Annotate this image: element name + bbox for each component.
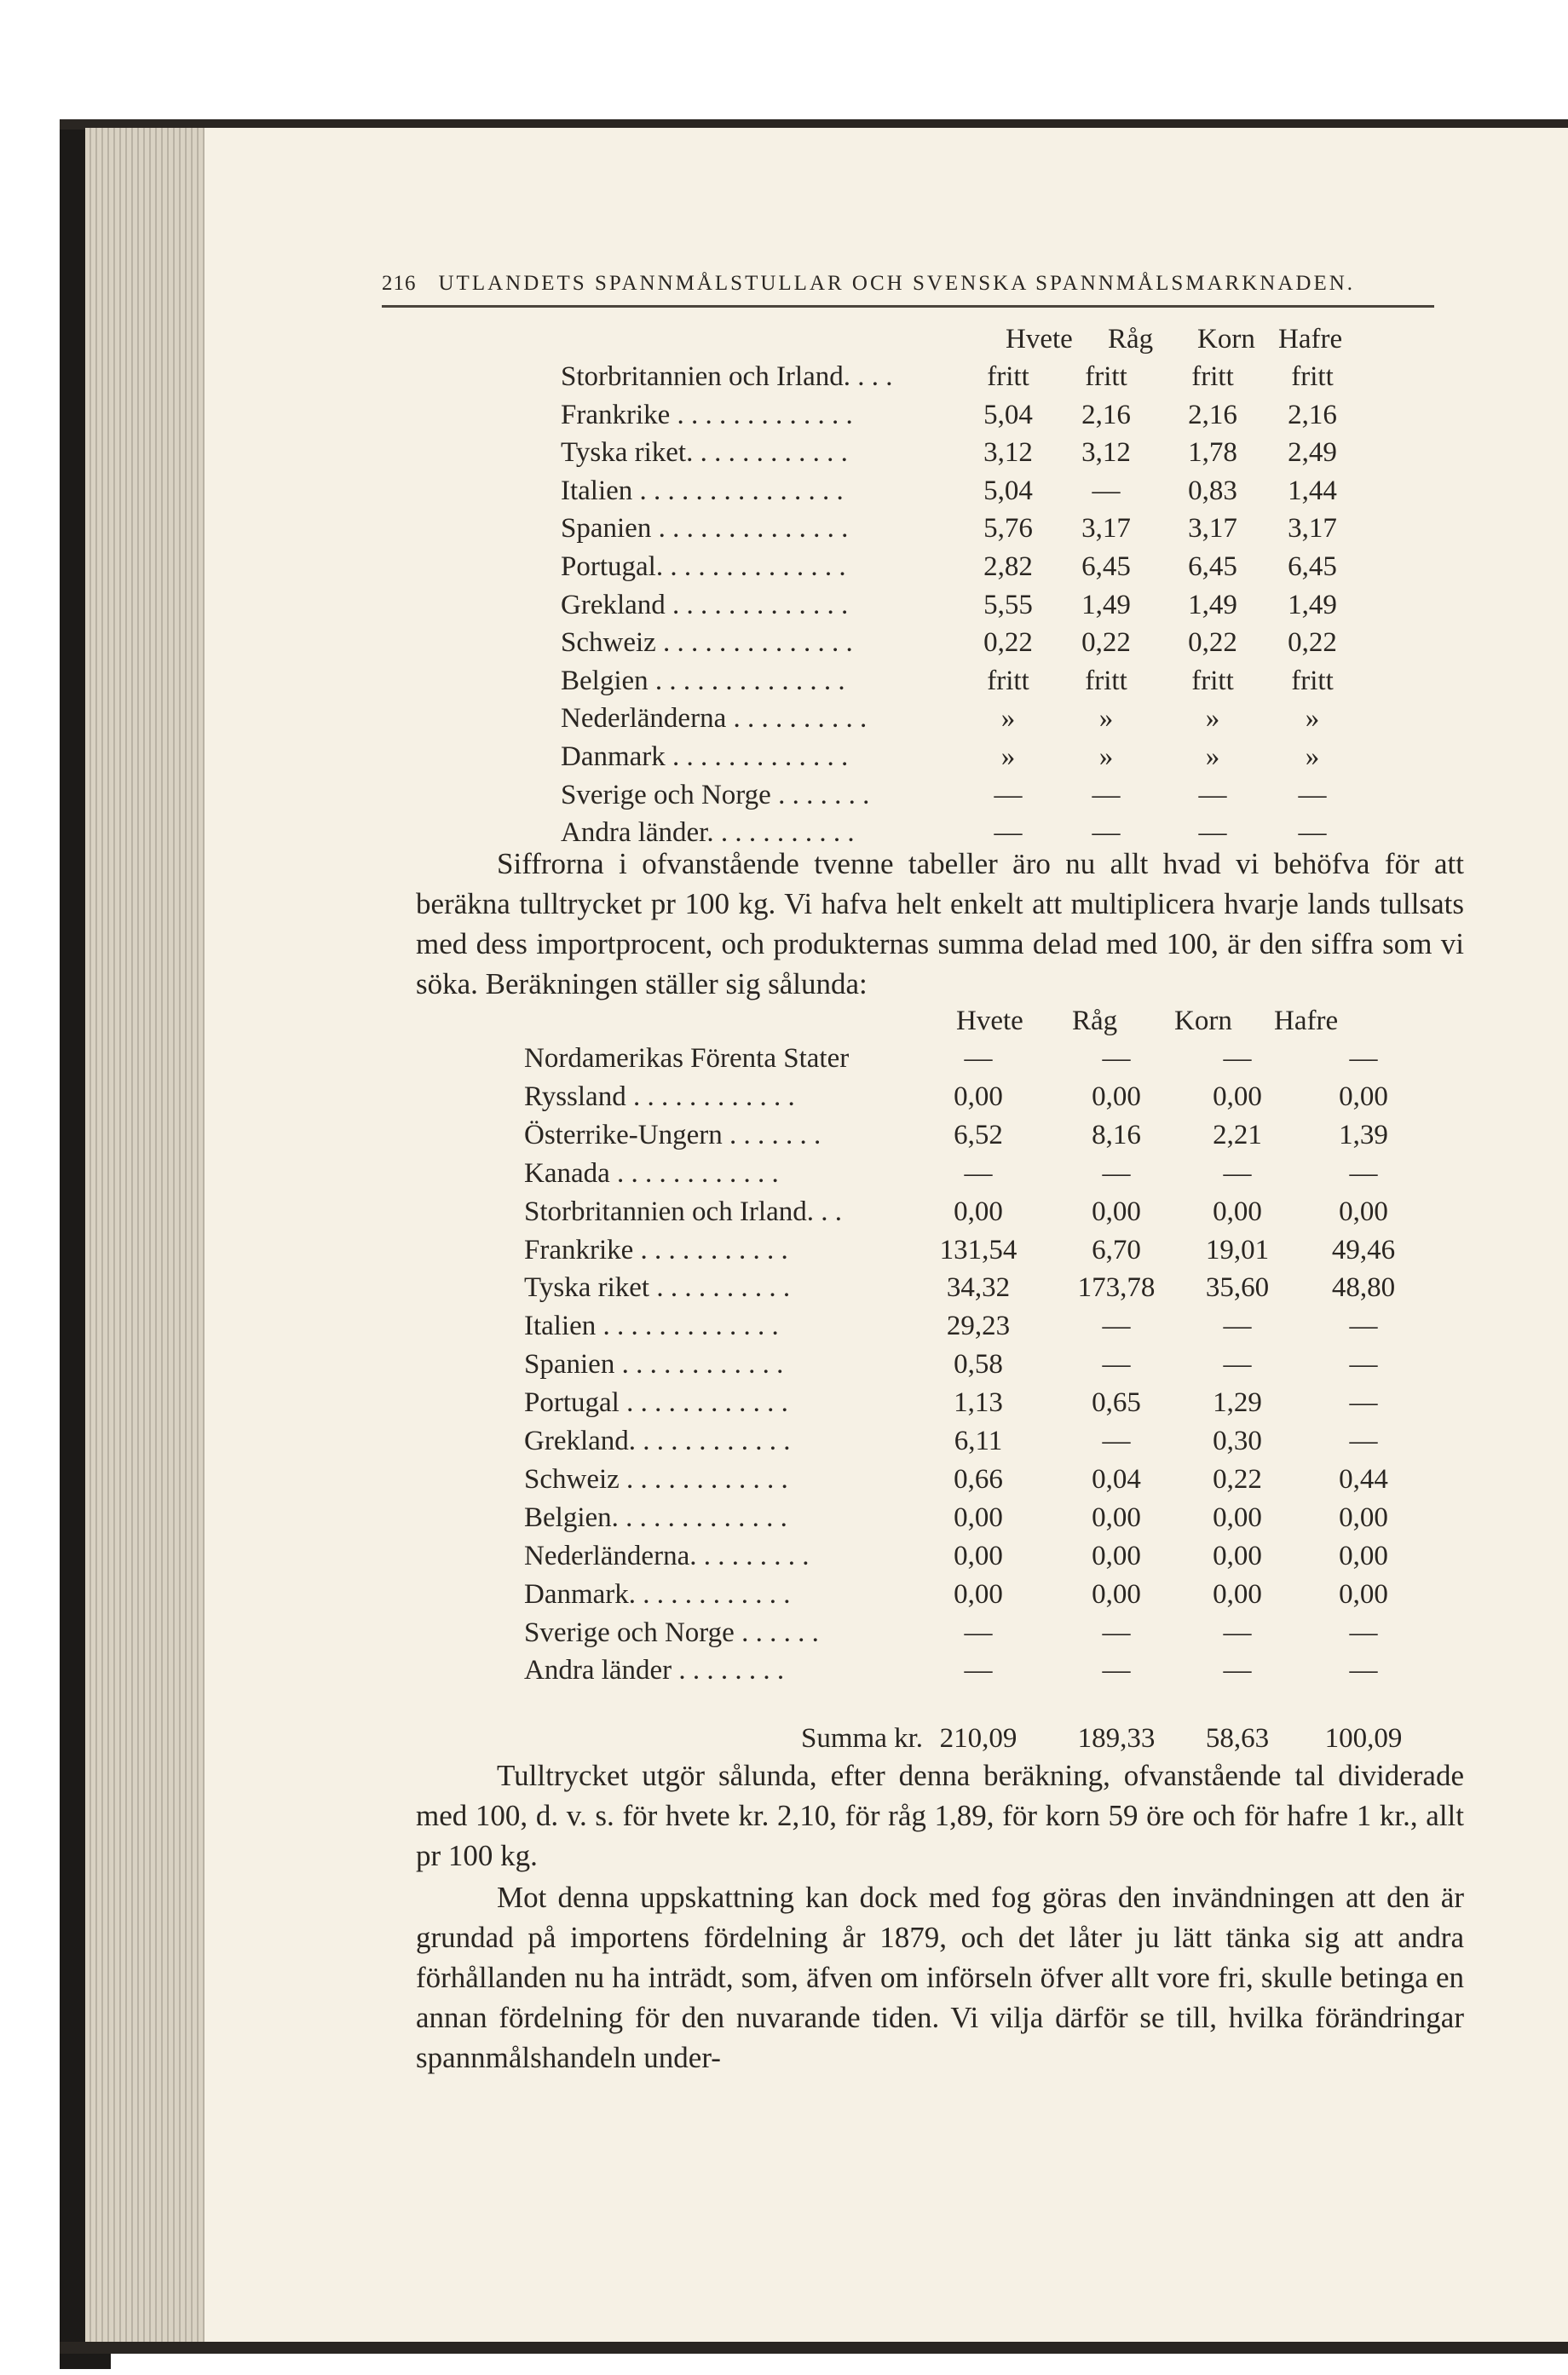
- table-cell: 3,12: [1081, 437, 1131, 469]
- table-row: [561, 510, 1568, 547]
- table-cell: 1,49: [1188, 589, 1237, 620]
- table-cell: 0,00: [1213, 1081, 1262, 1112]
- table-cell: —: [994, 779, 1023, 810]
- table-cell: 1,39: [1339, 1119, 1388, 1150]
- paragraph-3: Mot denna uppskattning kan dock med fog göras den invändningen att den är grundad på importens fördelning år 1879, och det låter ju lätt tänka sig att andra förhållanden nu ha inträdt, som, äfven om införseln öfver allt vore fri, skulle betinga en annan fördelning för den nuvarande tiden. Vi vilja därför se till, hvilka förändringar spannmålshandeln under-: [416, 1881, 1464, 2074]
- row-label: Grekland. . . . . . . . . . . .: [524, 1426, 791, 1456]
- table-row: [524, 1116, 1568, 1154]
- table-cell: 0,00: [954, 1081, 1003, 1112]
- table-cell: 173,78: [1077, 1272, 1156, 1304]
- table-cell: 3,17: [1288, 513, 1337, 545]
- table-cell: fritt: [987, 665, 1029, 696]
- row-label: Frankrike . . . . . . . . . . .: [524, 1234, 788, 1265]
- table-cell: 0,00: [954, 1578, 1003, 1610]
- summa-value-hvete: 210,09: [939, 1723, 1017, 1754]
- table-cell: 0,22: [1188, 627, 1237, 659]
- table-cell: —: [1349, 1043, 1378, 1074]
- table-cell: 0,00: [1213, 1540, 1262, 1571]
- table-row: [561, 434, 1568, 471]
- table-cell: —: [1223, 1311, 1252, 1342]
- table-cell: —: [1298, 779, 1327, 810]
- table-cell: 2,16: [1288, 399, 1337, 430]
- book-bottom-edge: [60, 2342, 1568, 2354]
- summa-label: Summa kr.: [801, 1723, 924, 1754]
- row-label: Schweiz . . . . . . . . . . . . . .: [561, 627, 853, 659]
- table-cell: 6,45: [1188, 551, 1237, 582]
- row-label: Andra länder . . . . . . . .: [524, 1655, 785, 1686]
- row-label: Ryssland . . . . . . . . . . . .: [524, 1081, 795, 1112]
- table-row: [561, 472, 1568, 510]
- table-row: [524, 1422, 1568, 1460]
- table-cell: 2,21: [1213, 1119, 1262, 1150]
- row-label: Storbritannien och Irland. . . .: [561, 361, 893, 392]
- table-cell: 5,04: [983, 475, 1033, 506]
- table-cell: —: [1102, 1349, 1131, 1381]
- table-row: [561, 738, 1568, 775]
- table-cell: 6,52: [954, 1119, 1003, 1150]
- table-cell: —: [1349, 1617, 1378, 1648]
- table-cell: —: [1349, 1311, 1378, 1342]
- table-cell: »: [1098, 703, 1114, 735]
- table-cell: 0,22: [1213, 1463, 1262, 1495]
- column-header: Korn: [1174, 1006, 1232, 1036]
- table-cell: —: [1349, 1387, 1378, 1419]
- table-cell: —: [1102, 1043, 1131, 1074]
- table-cell: 0,00: [1213, 1196, 1262, 1227]
- table-row: [561, 700, 1568, 737]
- row-label: Nordamerikas Förenta Stater: [524, 1043, 850, 1074]
- summa-value-rag: 189,33: [1077, 1723, 1156, 1754]
- table-cell: —: [1102, 1617, 1131, 1648]
- table-row: [524, 1614, 1568, 1652]
- table-cell: —: [1223, 1043, 1252, 1074]
- row-label: Storbritannien och Irland. . .: [524, 1196, 842, 1227]
- table-cell: »: [1098, 741, 1114, 772]
- column-header: Korn: [1197, 324, 1255, 355]
- table-cell: 0,00: [1092, 1081, 1141, 1112]
- table-cell: —: [1223, 1157, 1252, 1189]
- summa-value-hafre: 100,09: [1324, 1723, 1403, 1754]
- table-cell: 34,32: [946, 1272, 1011, 1304]
- table-cell: 5,76: [983, 513, 1033, 545]
- table-cell: —: [964, 1617, 993, 1648]
- table-cell: 49,46: [1331, 1234, 1396, 1265]
- table-cell: —: [1198, 817, 1227, 849]
- table-row: [524, 1155, 1568, 1192]
- column-header: Hafre: [1278, 324, 1343, 355]
- running-title: UTLANDETS SPANNMÅLSTULLAR OCH SVENSKA SPANNMÅLSMARKNADEN.: [438, 272, 1356, 295]
- table-cell: 0,00: [1092, 1502, 1141, 1533]
- table-cell: fritt: [1291, 361, 1334, 392]
- table-cell: 19,01: [1205, 1234, 1270, 1265]
- table-cell: fritt: [1085, 361, 1127, 392]
- table-row: [524, 1307, 1568, 1345]
- table-cell: 6,70: [1092, 1234, 1141, 1265]
- table-cell: 35,60: [1205, 1272, 1270, 1304]
- table-cell: »: [1205, 741, 1220, 772]
- row-label: Andra länder. . . . . . . . . . .: [561, 817, 855, 849]
- table-row: [561, 548, 1568, 585]
- table-row: [561, 358, 1568, 395]
- table-cell: 8,16: [1092, 1119, 1141, 1150]
- table-cell: fritt: [987, 361, 1029, 392]
- table-row: [524, 1078, 1568, 1115]
- table-cell: 2,16: [1188, 399, 1237, 430]
- table-cell: 48,80: [1331, 1272, 1396, 1304]
- table-cell: 1,29: [1213, 1387, 1262, 1419]
- table-row: [524, 1384, 1568, 1421]
- table-cell: 1,13: [954, 1387, 1003, 1419]
- table-cell: 0,00: [1213, 1502, 1262, 1533]
- table-cell: »: [1000, 703, 1016, 735]
- page-stack-edges: [85, 128, 205, 2343]
- row-label: Kanada . . . . . . . . . . . .: [524, 1157, 779, 1189]
- row-label: Tyska riket. . . . . . . . . . . .: [561, 437, 848, 469]
- table-cell: 0,00: [954, 1502, 1003, 1533]
- table-cell: »: [1205, 703, 1220, 735]
- table-cell: fritt: [1085, 665, 1127, 696]
- table-cell: 3,17: [1188, 513, 1237, 545]
- row-label: Tyska riket . . . . . . . . . .: [524, 1272, 791, 1304]
- table-cell: —: [964, 1043, 993, 1074]
- table-cell: 0,66: [954, 1463, 1003, 1495]
- table-cell: 0,30: [1213, 1426, 1262, 1456]
- table-row: [524, 1576, 1568, 1613]
- table-cell: 131,54: [939, 1234, 1017, 1265]
- table-cell: 0,58: [954, 1349, 1003, 1381]
- table-cell: —: [1092, 779, 1121, 810]
- row-label: Belgien. . . . . . . . . . . . .: [524, 1502, 787, 1533]
- table-cell: 1,49: [1288, 589, 1337, 620]
- table-cell: 0,22: [1081, 627, 1131, 659]
- row-label: Spanien . . . . . . . . . . . .: [524, 1349, 784, 1381]
- summa-value-korn: 58,63: [1205, 1723, 1270, 1754]
- table-cell: 1,49: [1081, 589, 1131, 620]
- column-header: Hafre: [1274, 1006, 1339, 1036]
- table-cell: 6,45: [1288, 551, 1337, 582]
- table-cell: —: [1198, 779, 1227, 810]
- table-cell: —: [964, 1655, 993, 1686]
- table-cell: 0,00: [1339, 1578, 1388, 1610]
- table-cell: 0,00: [1213, 1578, 1262, 1610]
- row-label: Frankrike . . . . . . . . . . . . .: [561, 399, 853, 430]
- table-cell: 6,45: [1081, 551, 1131, 582]
- table-cell: fritt: [1191, 665, 1234, 696]
- table-cell: 6,11: [954, 1426, 1003, 1456]
- table-cell: 0,00: [954, 1540, 1003, 1571]
- table-cell: 0,22: [1288, 627, 1337, 659]
- table-cell: 1,78: [1188, 437, 1237, 469]
- table-cell: —: [994, 817, 1023, 849]
- row-label: Italien . . . . . . . . . . . . .: [524, 1311, 779, 1342]
- row-label: Danmark . . . . . . . . . . . . .: [561, 741, 849, 772]
- running-header: [382, 262, 1434, 308]
- table-row: [524, 1499, 1568, 1536]
- table-cell: »: [1305, 703, 1320, 735]
- table-cell: —: [1223, 1349, 1252, 1381]
- table-row: [524, 1269, 1568, 1306]
- table-cell: »: [1305, 741, 1320, 772]
- table-cell: —: [1102, 1655, 1131, 1686]
- column-header: Råg: [1108, 324, 1154, 355]
- table-cell: —: [1223, 1617, 1252, 1648]
- row-label: Portugal. . . . . . . . . . . . . .: [561, 551, 846, 582]
- table-cell: 2,16: [1081, 399, 1131, 430]
- paragraph-2: Tulltrycket utgör sålunda, efter denna beräkning, ofvanstående tal dividerade med 100, d. v. s. för hvete kr. 2,10, för råg 1,89, för korn 59 öre och för hafre 1 kr., allt pr 100 kg.: [416, 1759, 1464, 1872]
- row-label: Österrike-Ungern . . . . . . .: [524, 1119, 821, 1150]
- table-cell: 0,22: [983, 627, 1033, 659]
- table-cell: 0,00: [1339, 1081, 1388, 1112]
- table-cell: 0,00: [1339, 1540, 1388, 1571]
- table-cell: —: [1349, 1655, 1378, 1686]
- table-cell: 0,00: [1339, 1196, 1388, 1227]
- table-row: [561, 586, 1568, 624]
- row-label: Belgien . . . . . . . . . . . . . .: [561, 665, 845, 696]
- table-cell: 1,44: [1288, 475, 1337, 506]
- row-label: Italien . . . . . . . . . . . . . . .: [561, 475, 844, 506]
- table-row: [524, 1231, 1568, 1269]
- paragraph-1: Siffrorna i ofvanstående tvenne tabeller äro nu allt hvad vi behöfva för att beräkna tulltrycket pr 100 kg. Vi hafva helt enkelt att multiplicera hvarje lands tullsats med dess importprocent, och produkternas summa delad med 100, är den siffra som vi söka. Beräkningen ställer sig sålunda:: [416, 847, 1464, 1000]
- row-label: Nederländerna. . . . . . . . .: [524, 1540, 810, 1571]
- table-row: [561, 776, 1568, 814]
- table-cell: 2,49: [1288, 437, 1337, 469]
- column-header: Hvete: [956, 1006, 1023, 1036]
- table-row: [524, 1346, 1568, 1383]
- table-cell: 0,00: [1092, 1196, 1141, 1227]
- table-cell: 0,00: [1339, 1502, 1388, 1533]
- table-cell: 3,17: [1081, 513, 1131, 545]
- table-cell: 0,65: [1092, 1387, 1141, 1419]
- table-cell: —: [1102, 1426, 1131, 1456]
- row-label: Danmark. . . . . . . . . . . .: [524, 1578, 791, 1610]
- table-row: [524, 1193, 1568, 1231]
- table-cell: 2,82: [983, 551, 1033, 582]
- table-cell: —: [1102, 1157, 1131, 1189]
- table-cell: —: [1349, 1426, 1378, 1456]
- row-label: Sverige och Norge . . . . . . .: [561, 779, 870, 810]
- row-label: Nederländerna . . . . . . . . . .: [561, 703, 868, 735]
- table-cell: —: [1349, 1157, 1378, 1189]
- table-cell: 0,00: [954, 1196, 1003, 1227]
- table-cell: fritt: [1291, 665, 1334, 696]
- table-row: [524, 1040, 1568, 1077]
- table-row: [524, 1652, 1568, 1689]
- row-label: Sverige och Norge . . . . . .: [524, 1617, 819, 1648]
- table-row: [561, 662, 1568, 700]
- table-cell: —: [1102, 1311, 1131, 1342]
- column-header: Råg: [1072, 1006, 1118, 1036]
- table-cell: —: [1349, 1349, 1378, 1381]
- table-cell: —: [1223, 1655, 1252, 1686]
- table-row: [524, 1461, 1568, 1498]
- table-cell: fritt: [1191, 361, 1234, 392]
- row-label: Portugal . . . . . . . . . . . .: [524, 1387, 788, 1419]
- table-row: [524, 1537, 1568, 1575]
- row-label: Spanien . . . . . . . . . . . . . .: [561, 513, 849, 545]
- table-row: [561, 396, 1568, 434]
- table-row: [561, 624, 1568, 661]
- table-cell: 5,04: [983, 399, 1033, 430]
- table-cell: 3,12: [983, 437, 1033, 469]
- row-label: Grekland . . . . . . . . . . . . .: [561, 589, 849, 620]
- table-cell: 0,00: [1092, 1578, 1141, 1610]
- table-cell: —: [1092, 817, 1121, 849]
- table-cell: —: [1298, 817, 1327, 849]
- table-cell: 0,83: [1188, 475, 1237, 506]
- page-number: 216: [382, 272, 417, 295]
- table-cell: 0,04: [1092, 1463, 1141, 1495]
- table-cell: 0,00: [1092, 1540, 1141, 1571]
- table-cell: —: [964, 1157, 993, 1189]
- table-cell: 29,23: [946, 1311, 1011, 1342]
- column-header: Hvete: [1006, 324, 1073, 355]
- table-cell: —: [1092, 475, 1121, 506]
- table-cell: 0,44: [1339, 1463, 1388, 1495]
- table-cell: 5,55: [983, 589, 1033, 620]
- row-label: Schweiz . . . . . . . . . . . .: [524, 1463, 788, 1495]
- table-cell: »: [1000, 741, 1016, 772]
